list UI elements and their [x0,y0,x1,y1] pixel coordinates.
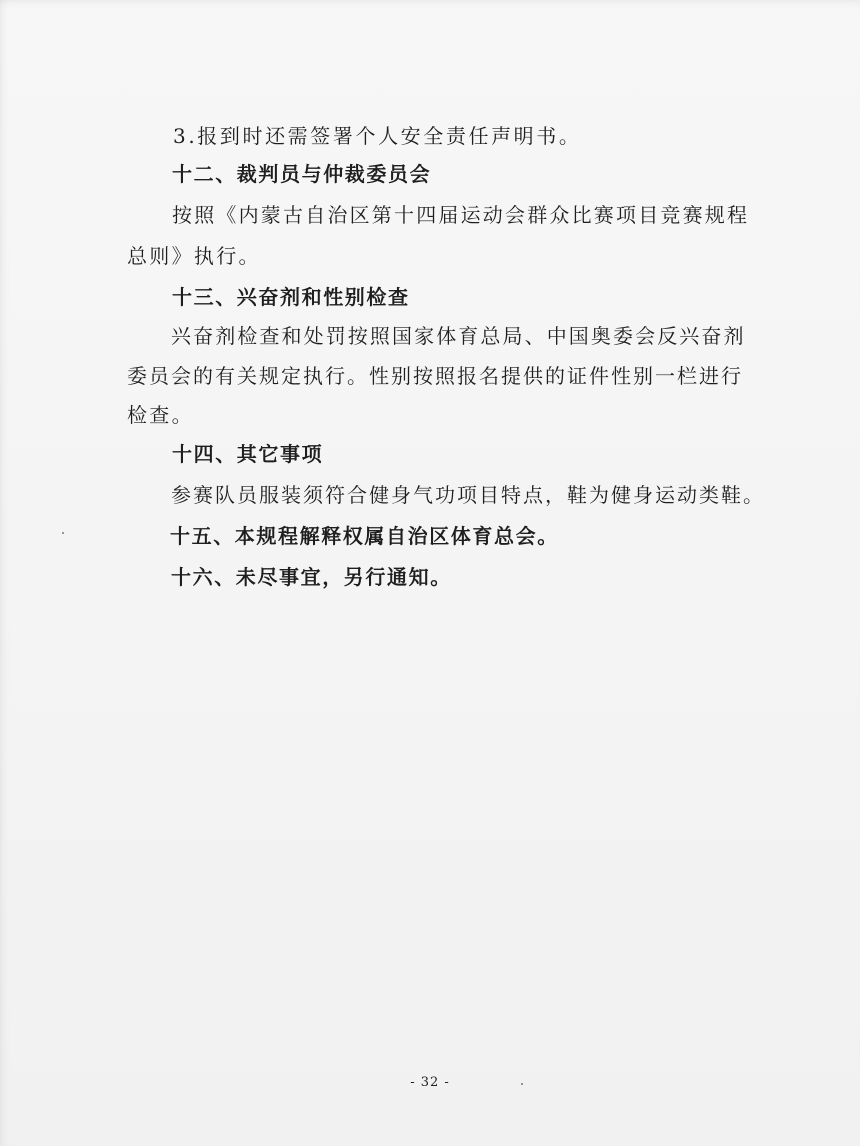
paragraph-line: 委员会的有关规定执行。性别按照报名提供的证件性别一栏进行 [127,364,743,388]
section-heading: 十四、其它事项 [172,442,324,466]
scan-speck [521,1083,523,1085]
section-heading: 十三、兴奋剂和性别检查 [172,285,410,309]
scan-speck [62,532,64,534]
paragraph-line: 按照《内蒙古自治区第十四届运动会群众比赛项目竞赛规程 [172,203,750,227]
section-heading: 十二、裁判员与仲裁委员会 [172,162,432,186]
paragraph-line: 检查。 [127,403,194,427]
paragraph-line: 总则》执行。 [127,244,261,268]
section-heading: 十六、未尽事宜，另行通知。 [171,565,452,589]
paragraph-line: 3.报到时还需签署个人安全责任声明书。 [173,124,582,148]
page-number: - 32 - [410,1075,450,1090]
paragraph-line: 兴奋剂检查和处罚按照国家体育总局、中国奥委会反兴奋剂 [171,324,746,348]
paragraph-line: 参赛队员服装须符合健身气功项目特点，鞋为健身运动类鞋。 [171,483,765,507]
section-heading: 十五、本规程解释权属自治区体育总会。 [170,524,559,548]
